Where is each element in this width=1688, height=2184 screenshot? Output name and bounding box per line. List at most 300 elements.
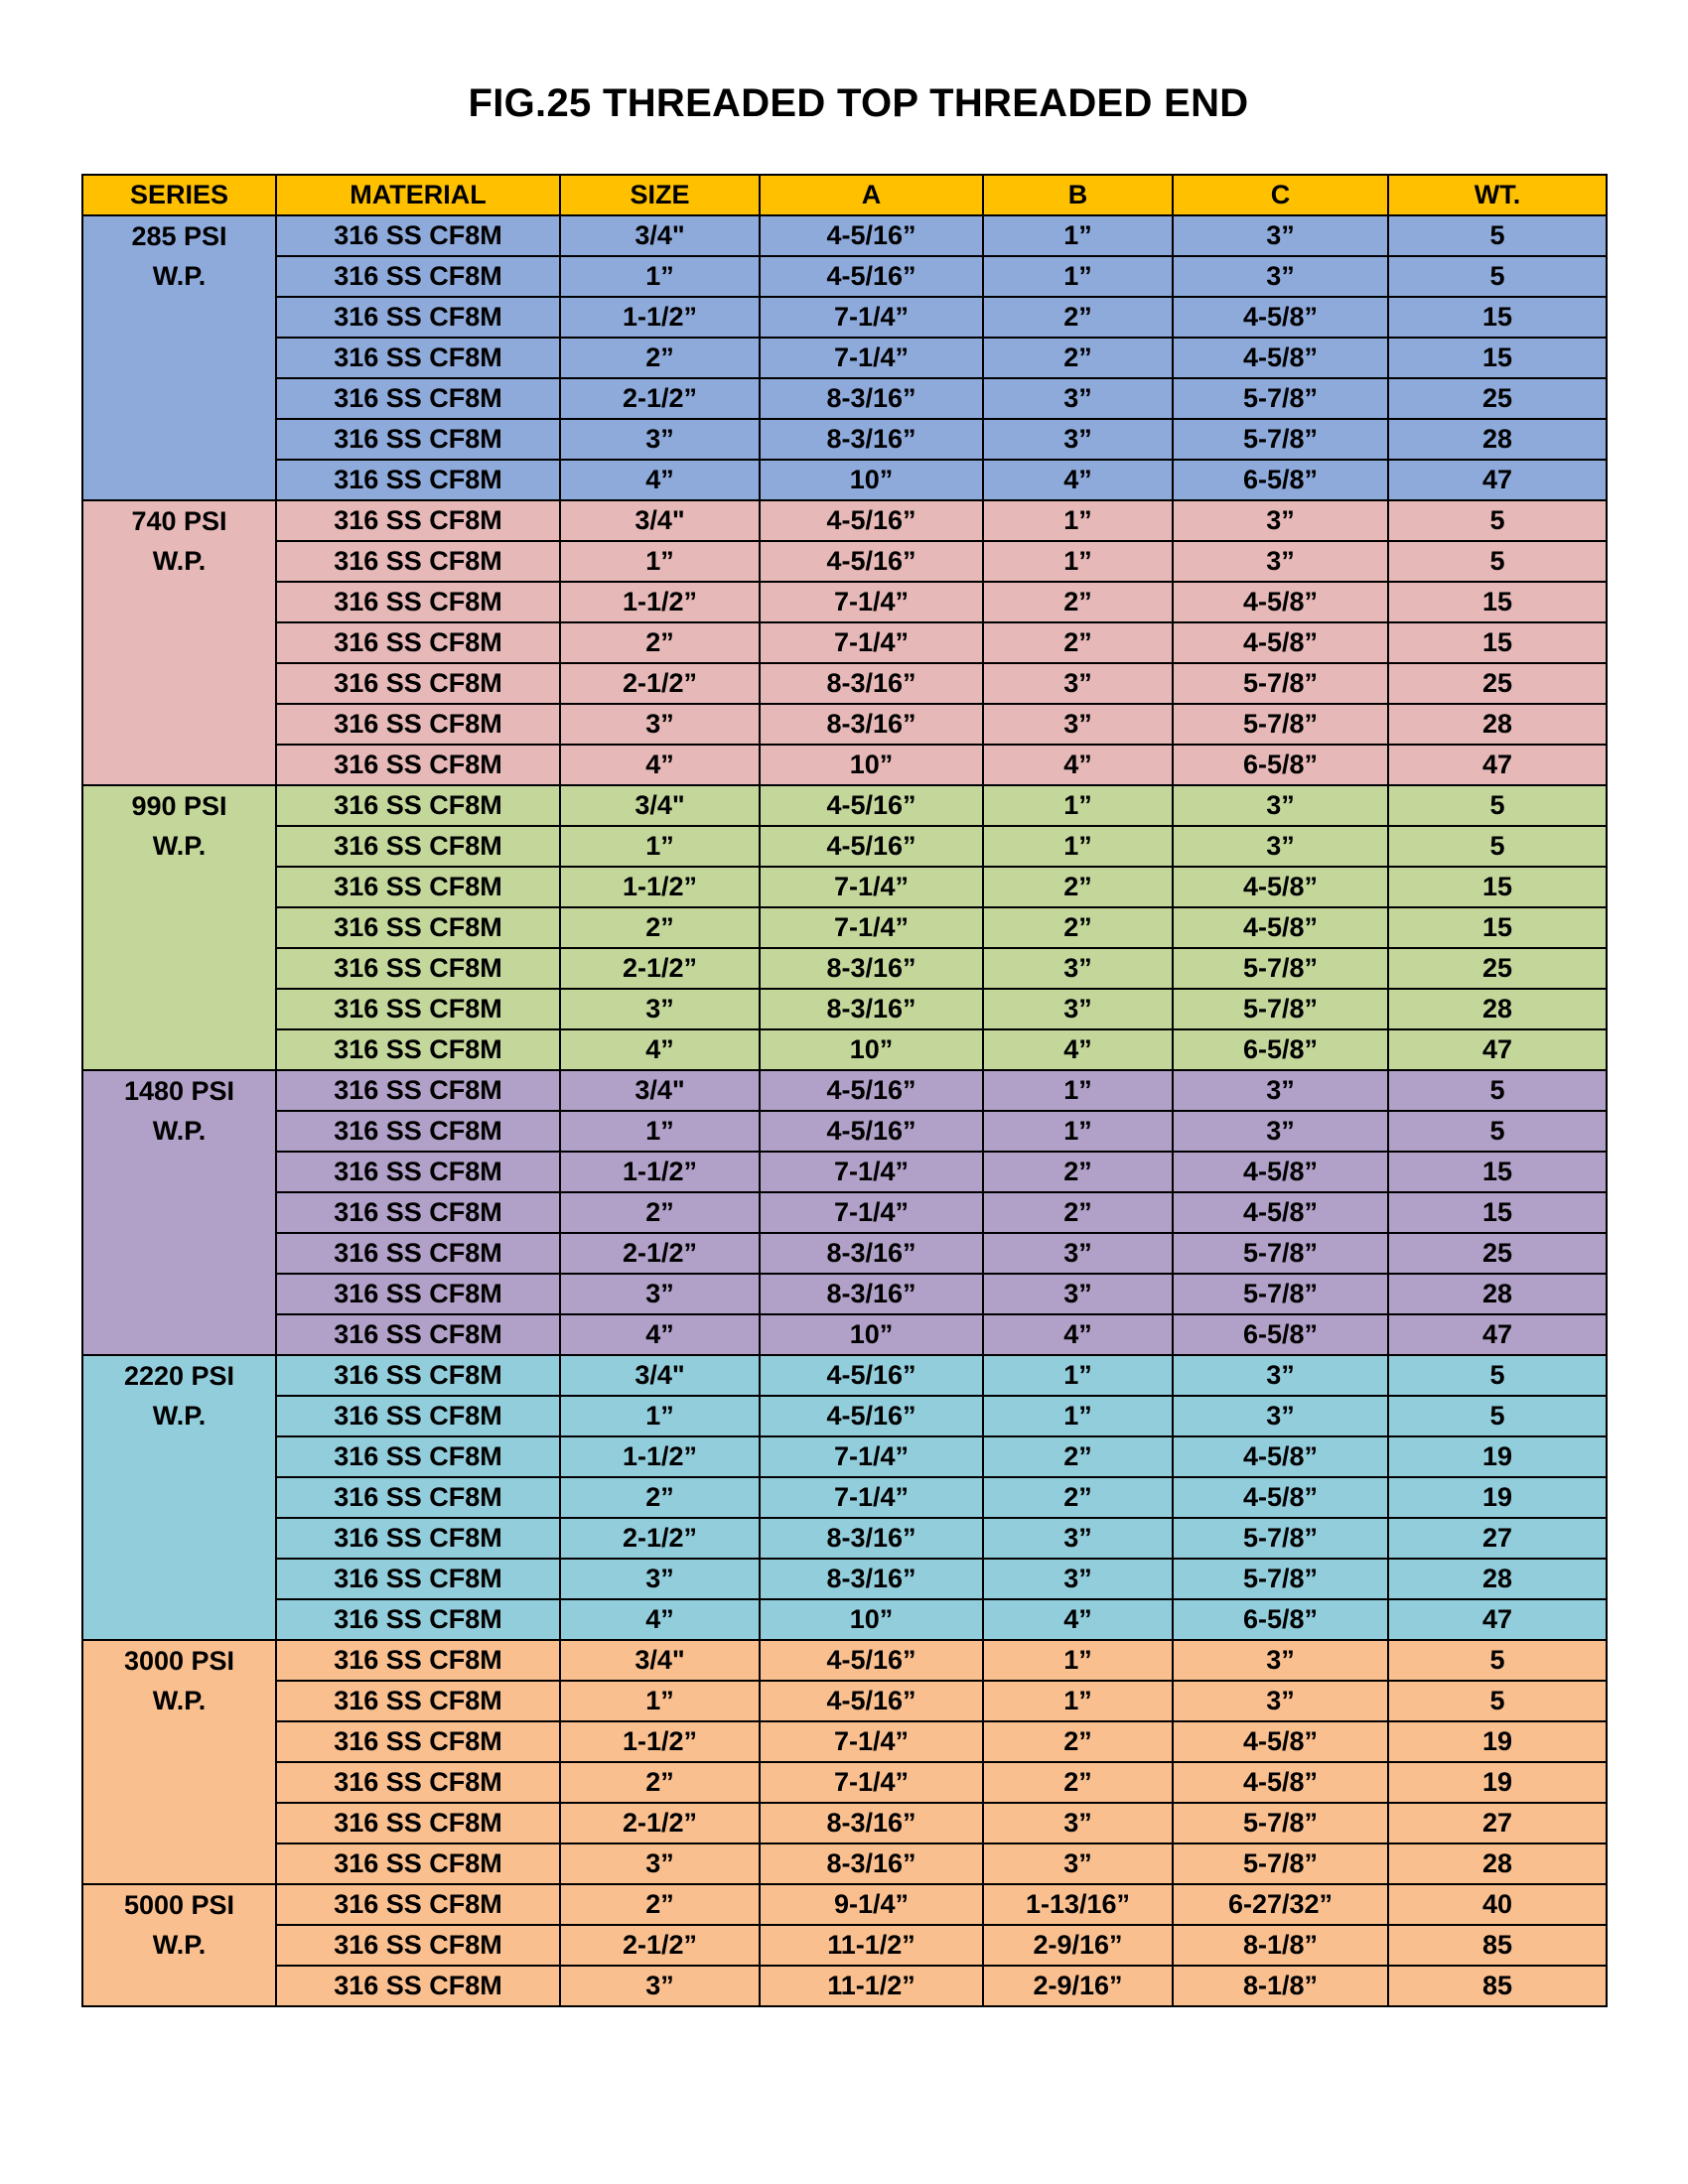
series-cell	[82, 297, 276, 338]
series-cell	[82, 1274, 276, 1314]
material-cell: 316 SS CF8M	[276, 460, 560, 500]
a-cell: 7-1/4”	[760, 582, 983, 622]
weight-cell: 19	[1388, 1477, 1607, 1518]
weight-cell: 28	[1388, 419, 1607, 460]
series-cell	[82, 419, 276, 460]
c-cell: 5-7/8”	[1173, 1803, 1388, 1843]
material-cell: 316 SS CF8M	[276, 500, 560, 541]
size-cell: 3”	[560, 1274, 760, 1314]
a-cell: 4-5/16”	[760, 1640, 983, 1681]
b-cell: 3”	[983, 1559, 1173, 1599]
c-cell: 4-5/8”	[1173, 1192, 1388, 1233]
material-cell: 316 SS CF8M	[276, 1396, 560, 1436]
weight-cell: 5	[1388, 541, 1607, 582]
series-cell	[82, 867, 276, 907]
b-cell: 1”	[983, 826, 1173, 867]
size-cell: 3”	[560, 704, 760, 745]
series-cell	[82, 1559, 276, 1599]
c-cell: 5-7/8”	[1173, 1559, 1388, 1599]
material-cell: 316 SS CF8M	[276, 1843, 560, 1884]
size-cell: 4”	[560, 745, 760, 785]
table-row	[82, 1884, 1607, 1925]
table-row	[82, 1518, 1607, 1559]
size-cell: 3/4"	[560, 1070, 760, 1111]
a-cell: 8-3/16”	[760, 704, 983, 745]
size-cell: 1”	[560, 256, 760, 297]
size-cell: 2-1/2”	[560, 1518, 760, 1559]
table-row	[82, 785, 1607, 826]
material-cell: 316 SS CF8M	[276, 1274, 560, 1314]
size-cell: 2-1/2”	[560, 1803, 760, 1843]
b-cell: 3”	[983, 1518, 1173, 1559]
series-cell	[82, 1314, 276, 1355]
table-row	[82, 1070, 1607, 1111]
table-row	[82, 215, 1607, 256]
c-cell: 3”	[1173, 1681, 1388, 1721]
b-cell: 3”	[983, 378, 1173, 419]
size-cell: 3/4"	[560, 215, 760, 256]
c-cell: 5-7/8”	[1173, 419, 1388, 460]
weight-cell: 25	[1388, 378, 1607, 419]
weight-cell: 28	[1388, 989, 1607, 1029]
c-cell: 5-7/8”	[1173, 989, 1388, 1029]
weight-cell: 5	[1388, 1111, 1607, 1152]
series-cell	[82, 1762, 276, 1803]
a-cell: 7-1/4”	[760, 1477, 983, 1518]
a-cell: 4-5/16”	[760, 541, 983, 582]
c-cell: 4-5/8”	[1173, 907, 1388, 948]
weight-cell: 40	[1388, 1884, 1607, 1925]
weight-cell: 27	[1388, 1803, 1607, 1843]
b-cell: 2”	[983, 1436, 1173, 1477]
a-cell: 8-3/16”	[760, 1803, 983, 1843]
weight-cell: 15	[1388, 1192, 1607, 1233]
size-cell: 2-1/2”	[560, 378, 760, 419]
weight-cell: 15	[1388, 907, 1607, 948]
b-cell: 2”	[983, 338, 1173, 378]
table-row	[82, 1599, 1607, 1640]
c-cell: 3”	[1173, 1396, 1388, 1436]
material-cell: 316 SS CF8M	[276, 1803, 560, 1843]
series-cell	[82, 663, 276, 704]
table-row	[82, 989, 1607, 1029]
table-row	[82, 1355, 1607, 1396]
table-row	[82, 1640, 1607, 1681]
size-cell: 4”	[560, 460, 760, 500]
series-cell	[82, 907, 276, 948]
series-cell	[82, 1477, 276, 1518]
a-cell: 4-5/16”	[760, 215, 983, 256]
series-cell	[82, 582, 276, 622]
table-row	[82, 867, 1607, 907]
column-header-c: C	[1173, 175, 1388, 215]
a-cell: 8-3/16”	[760, 948, 983, 989]
material-cell: 316 SS CF8M	[276, 1640, 560, 1681]
b-cell: 3”	[983, 419, 1173, 460]
size-cell: 3/4"	[560, 500, 760, 541]
a-cell: 8-3/16”	[760, 1843, 983, 1884]
series-cell	[82, 1843, 276, 1884]
material-cell: 316 SS CF8M	[276, 1477, 560, 1518]
table-row	[82, 1559, 1607, 1599]
c-cell: 4-5/8”	[1173, 622, 1388, 663]
material-cell: 316 SS CF8M	[276, 1111, 560, 1152]
material-cell: 316 SS CF8M	[276, 541, 560, 582]
weight-cell: 28	[1388, 1843, 1607, 1884]
size-cell: 3”	[560, 989, 760, 1029]
material-cell: 316 SS CF8M	[276, 907, 560, 948]
series-cell	[82, 1518, 276, 1559]
a-cell: 8-3/16”	[760, 1233, 983, 1274]
material-cell: 316 SS CF8M	[276, 704, 560, 745]
size-cell: 2”	[560, 1477, 760, 1518]
material-cell: 316 SS CF8M	[276, 1681, 560, 1721]
series-cell: 3000 PSI	[82, 1640, 276, 1681]
c-cell: 3”	[1173, 785, 1388, 826]
weight-cell: 5	[1388, 1640, 1607, 1681]
size-cell: 1”	[560, 1681, 760, 1721]
c-cell: 6-5/8”	[1173, 1029, 1388, 1070]
a-cell: 8-3/16”	[760, 663, 983, 704]
weight-cell: 47	[1388, 460, 1607, 500]
material-cell: 316 SS CF8M	[276, 1599, 560, 1640]
a-cell: 4-5/16”	[760, 826, 983, 867]
table-row	[82, 1966, 1607, 2006]
series-cell	[82, 1966, 276, 2006]
weight-cell: 15	[1388, 338, 1607, 378]
size-cell: 2”	[560, 1762, 760, 1803]
a-cell: 7-1/4”	[760, 297, 983, 338]
material-cell: 316 SS CF8M	[276, 785, 560, 826]
series-cell: 2220 PSI	[82, 1355, 276, 1396]
b-cell: 2”	[983, 582, 1173, 622]
c-cell: 6-27/32”	[1173, 1884, 1388, 1925]
c-cell: 6-5/8”	[1173, 1314, 1388, 1355]
b-cell: 2”	[983, 1721, 1173, 1762]
b-cell: 2-9/16”	[983, 1925, 1173, 1966]
table-row	[82, 1274, 1607, 1314]
table-row	[82, 622, 1607, 663]
a-cell: 7-1/4”	[760, 1721, 983, 1762]
table-row	[82, 1721, 1607, 1762]
a-cell: 4-5/16”	[760, 1396, 983, 1436]
b-cell: 3”	[983, 1803, 1173, 1843]
a-cell: 10”	[760, 1029, 983, 1070]
table-row	[82, 1152, 1607, 1192]
table-row	[82, 1803, 1607, 1843]
size-cell: 2”	[560, 338, 760, 378]
table-row	[82, 1436, 1607, 1477]
material-cell: 316 SS CF8M	[276, 622, 560, 663]
table-row	[82, 826, 1607, 867]
material-cell: 316 SS CF8M	[276, 948, 560, 989]
material-cell: 316 SS CF8M	[276, 867, 560, 907]
table-row	[82, 1233, 1607, 1274]
b-cell: 1-13/16”	[983, 1884, 1173, 1925]
size-cell: 2-1/2”	[560, 663, 760, 704]
table-row	[82, 1762, 1607, 1803]
a-cell: 4-5/16”	[760, 500, 983, 541]
column-header-a: A	[760, 175, 983, 215]
c-cell: 4-5/8”	[1173, 867, 1388, 907]
size-cell: 3”	[560, 1843, 760, 1884]
series-cell	[82, 622, 276, 663]
a-cell: 11-1/2”	[760, 1966, 983, 2006]
series-cell: W.P.	[82, 256, 276, 297]
column-header-b: B	[983, 175, 1173, 215]
size-cell: 1-1/2”	[560, 1721, 760, 1762]
weight-cell: 28	[1388, 1274, 1607, 1314]
size-cell: 2-1/2”	[560, 1233, 760, 1274]
weight-cell: 5	[1388, 826, 1607, 867]
c-cell: 3”	[1173, 1355, 1388, 1396]
size-cell: 1”	[560, 1111, 760, 1152]
b-cell: 4”	[983, 745, 1173, 785]
table-row	[82, 460, 1607, 500]
b-cell: 2”	[983, 907, 1173, 948]
column-header-series: SERIES	[82, 175, 276, 215]
b-cell: 2”	[983, 1477, 1173, 1518]
size-cell: 4”	[560, 1599, 760, 1640]
a-cell: 9-1/4”	[760, 1884, 983, 1925]
c-cell: 3”	[1173, 215, 1388, 256]
b-cell: 2-9/16”	[983, 1966, 1173, 2006]
weight-cell: 19	[1388, 1721, 1607, 1762]
b-cell: 3”	[983, 948, 1173, 989]
weight-cell: 25	[1388, 663, 1607, 704]
material-cell: 316 SS CF8M	[276, 378, 560, 419]
material-cell: 316 SS CF8M	[276, 826, 560, 867]
c-cell: 4-5/8”	[1173, 1762, 1388, 1803]
b-cell: 1”	[983, 1355, 1173, 1396]
header-row	[82, 175, 1607, 215]
b-cell: 3”	[983, 704, 1173, 745]
series-cell: 740 PSI	[82, 500, 276, 541]
table-row	[82, 1681, 1607, 1721]
series-cell	[82, 1599, 276, 1640]
weight-cell: 15	[1388, 297, 1607, 338]
c-cell: 5-7/8”	[1173, 704, 1388, 745]
table-row	[82, 297, 1607, 338]
series-cell: 285 PSI	[82, 215, 276, 256]
material-cell: 316 SS CF8M	[276, 1314, 560, 1355]
weight-cell: 85	[1388, 1925, 1607, 1966]
weight-cell: 25	[1388, 948, 1607, 989]
table-row	[82, 663, 1607, 704]
b-cell: 1”	[983, 1681, 1173, 1721]
table-row	[82, 256, 1607, 297]
material-cell: 316 SS CF8M	[276, 989, 560, 1029]
weight-cell: 28	[1388, 1559, 1607, 1599]
a-cell: 7-1/4”	[760, 867, 983, 907]
weight-cell: 5	[1388, 785, 1607, 826]
series-cell: 990 PSI	[82, 785, 276, 826]
series-cell	[82, 948, 276, 989]
b-cell: 2”	[983, 622, 1173, 663]
c-cell: 5-7/8”	[1173, 1518, 1388, 1559]
a-cell: 11-1/2”	[760, 1925, 983, 1966]
size-cell: 2”	[560, 907, 760, 948]
weight-cell: 25	[1388, 1233, 1607, 1274]
size-cell: 3/4"	[560, 785, 760, 826]
a-cell: 8-3/16”	[760, 1559, 983, 1599]
b-cell: 3”	[983, 1233, 1173, 1274]
page-title: FIG.25 THREADED TOP THREADED END	[468, 81, 1249, 125]
material-cell: 316 SS CF8M	[276, 256, 560, 297]
b-cell: 3”	[983, 663, 1173, 704]
c-cell: 3”	[1173, 1070, 1388, 1111]
c-cell: 4-5/8”	[1173, 1152, 1388, 1192]
c-cell: 4-5/8”	[1173, 1477, 1388, 1518]
b-cell: 1”	[983, 1396, 1173, 1436]
c-cell: 3”	[1173, 826, 1388, 867]
a-cell: 4-5/16”	[760, 256, 983, 297]
series-cell	[82, 1192, 276, 1233]
c-cell: 4-5/8”	[1173, 1721, 1388, 1762]
size-cell: 1-1/2”	[560, 297, 760, 338]
column-header-material: MATERIAL	[276, 175, 560, 215]
material-cell: 316 SS CF8M	[276, 1884, 560, 1925]
size-cell: 3/4"	[560, 1640, 760, 1681]
c-cell: 3”	[1173, 1111, 1388, 1152]
b-cell: 1”	[983, 256, 1173, 297]
series-cell: W.P.	[82, 1925, 276, 1966]
material-cell: 316 SS CF8M	[276, 1192, 560, 1233]
a-cell: 8-3/16”	[760, 378, 983, 419]
a-cell: 4-5/16”	[760, 1070, 983, 1111]
material-cell: 316 SS CF8M	[276, 1721, 560, 1762]
material-cell: 316 SS CF8M	[276, 1559, 560, 1599]
size-cell: 3”	[560, 1559, 760, 1599]
c-cell: 8-1/8”	[1173, 1925, 1388, 1966]
table-row	[82, 1192, 1607, 1233]
size-cell: 3”	[560, 419, 760, 460]
series-cell	[82, 460, 276, 500]
size-cell: 2-1/2”	[560, 1925, 760, 1966]
a-cell: 7-1/4”	[760, 907, 983, 948]
material-cell: 316 SS CF8M	[276, 1518, 560, 1559]
series-cell: 5000 PSI	[82, 1884, 276, 1925]
c-cell: 5-7/8”	[1173, 1233, 1388, 1274]
b-cell: 1”	[983, 215, 1173, 256]
material-cell: 316 SS CF8M	[276, 297, 560, 338]
column-header-wt: WT.	[1388, 175, 1607, 215]
table-row	[82, 1843, 1607, 1884]
series-cell: W.P.	[82, 1396, 276, 1436]
c-cell: 5-7/8”	[1173, 378, 1388, 419]
weight-cell: 19	[1388, 1436, 1607, 1477]
material-cell: 316 SS CF8M	[276, 663, 560, 704]
b-cell: 4”	[983, 1599, 1173, 1640]
b-cell: 3”	[983, 989, 1173, 1029]
c-cell: 5-7/8”	[1173, 663, 1388, 704]
material-cell: 316 SS CF8M	[276, 582, 560, 622]
b-cell: 2”	[983, 867, 1173, 907]
series-cell	[82, 378, 276, 419]
b-cell: 1”	[983, 1070, 1173, 1111]
size-cell: 2”	[560, 1192, 760, 1233]
weight-cell: 5	[1388, 1681, 1607, 1721]
series-cell	[82, 745, 276, 785]
size-cell: 2”	[560, 1884, 760, 1925]
c-cell: 6-5/8”	[1173, 1599, 1388, 1640]
material-cell: 316 SS CF8M	[276, 1070, 560, 1111]
table-row	[82, 419, 1607, 460]
weight-cell: 85	[1388, 1966, 1607, 2006]
series-cell	[82, 1029, 276, 1070]
material-cell: 316 SS CF8M	[276, 1436, 560, 1477]
material-cell: 316 SS CF8M	[276, 745, 560, 785]
c-cell: 4-5/8”	[1173, 297, 1388, 338]
material-cell: 316 SS CF8M	[276, 1233, 560, 1274]
table-row	[82, 704, 1607, 745]
c-cell: 8-1/8”	[1173, 1966, 1388, 2006]
spec-table	[81, 174, 1608, 2007]
table-row	[82, 541, 1607, 582]
c-cell: 6-5/8”	[1173, 460, 1388, 500]
a-cell: 8-3/16”	[760, 989, 983, 1029]
material-cell: 316 SS CF8M	[276, 1966, 560, 2006]
table-row	[82, 500, 1607, 541]
weight-cell: 19	[1388, 1762, 1607, 1803]
a-cell: 10”	[760, 1599, 983, 1640]
b-cell: 4”	[983, 1029, 1173, 1070]
a-cell: 7-1/4”	[760, 622, 983, 663]
weight-cell: 47	[1388, 745, 1607, 785]
material-cell: 316 SS CF8M	[276, 1152, 560, 1192]
weight-cell: 15	[1388, 867, 1607, 907]
size-cell: 4”	[560, 1314, 760, 1355]
c-cell: 4-5/8”	[1173, 1436, 1388, 1477]
series-cell	[82, 704, 276, 745]
material-cell: 316 SS CF8M	[276, 419, 560, 460]
table-row	[82, 338, 1607, 378]
size-cell: 1”	[560, 826, 760, 867]
b-cell: 2”	[983, 1762, 1173, 1803]
material-cell: 316 SS CF8M	[276, 1762, 560, 1803]
b-cell: 1”	[983, 1640, 1173, 1681]
b-cell: 2”	[983, 1192, 1173, 1233]
c-cell: 3”	[1173, 256, 1388, 297]
c-cell: 4-5/8”	[1173, 582, 1388, 622]
b-cell: 3”	[983, 1274, 1173, 1314]
series-cell: W.P.	[82, 1681, 276, 1721]
size-cell: 4”	[560, 1029, 760, 1070]
weight-cell: 5	[1388, 1070, 1607, 1111]
b-cell: 1”	[983, 1111, 1173, 1152]
c-cell: 5-7/8”	[1173, 948, 1388, 989]
weight-cell: 5	[1388, 256, 1607, 297]
c-cell: 3”	[1173, 541, 1388, 582]
b-cell: 1”	[983, 541, 1173, 582]
a-cell: 4-5/16”	[760, 1355, 983, 1396]
weight-cell: 47	[1388, 1314, 1607, 1355]
weight-cell: 5	[1388, 215, 1607, 256]
a-cell: 7-1/4”	[760, 1192, 983, 1233]
table-row	[82, 1111, 1607, 1152]
table-row	[82, 745, 1607, 785]
a-cell: 7-1/4”	[760, 1436, 983, 1477]
table-row	[82, 1477, 1607, 1518]
series-cell: 1480 PSI	[82, 1070, 276, 1111]
series-cell	[82, 1803, 276, 1843]
table-row	[82, 907, 1607, 948]
size-cell: 2”	[560, 622, 760, 663]
b-cell: 2”	[983, 297, 1173, 338]
a-cell: 10”	[760, 1314, 983, 1355]
c-cell: 5-7/8”	[1173, 1274, 1388, 1314]
series-cell	[82, 989, 276, 1029]
